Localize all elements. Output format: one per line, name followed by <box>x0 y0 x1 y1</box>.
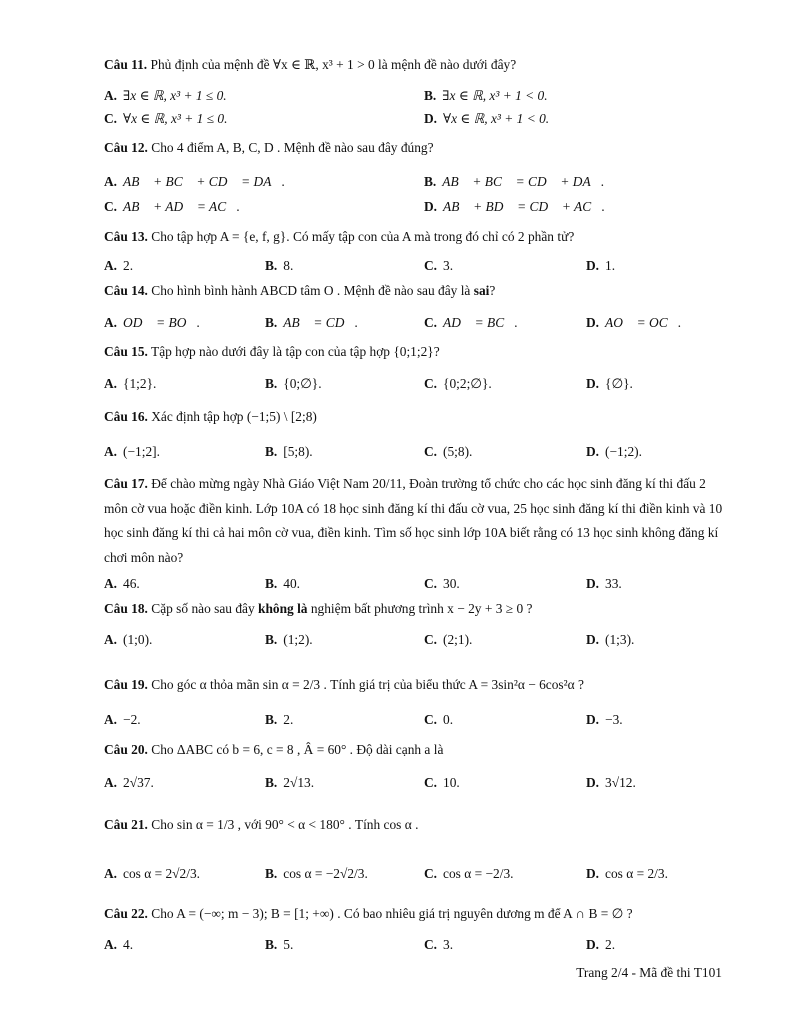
question-11: Câu 11. Phủ định của mệnh đề ∀x ∈ ℝ, x³ + 1 > 0 là mệnh đề nào dưới đây? <box>104 57 517 72</box>
q22-option-b: B. 5. <box>265 937 294 952</box>
q12-option-a: A. AB⃗ + BC⃗ + CD⃗ = DA⃗. <box>104 174 286 189</box>
question-17: Câu 17. Để chào mừng ngày Nhà Giáo Việt Nam 20/11, Đoàn trường tổ chức cho các học sinh đăng kí thi đấu 2 môn cờ vua hoặc điền kinh. Lớp 10A có 18 học sinh đăng kí thi đấu cờ vua, 25 học sinh đăng kí thi điền kinh và 10 học sinh đăng kí thi cả hai môn cờ vua, điền kinh. Tìm số học sinh lớp 10A biết rằng có 13 học sinh không đăng kí chơi môn nào? <box>104 476 723 565</box>
q13-option-b: B. 8. <box>265 258 294 273</box>
question-13: Câu 13. Cho tập hợp A = {e, f, g}. Có mấy tập con của A mà trong đó chỉ có 2 phần tử? <box>104 229 575 244</box>
q17-option-c: C. 30. <box>424 576 460 591</box>
q18-option-a: A. (1;0). <box>104 632 153 647</box>
q17-option-a: A. 46. <box>104 576 140 591</box>
q16-option-c: C. (5;8). <box>424 444 473 459</box>
page-footer: Trang 2/4 - Mã đề thi T101 <box>576 965 722 980</box>
question-22: Câu 22. Cho A = (−∞; m − 3); B = [1; +∞) . Có bao nhiêu giá trị nguyên dương m để A ∩ B = ∅ ? <box>104 906 633 921</box>
q15-option-a: A. {1;2}. <box>104 376 157 391</box>
q19-option-b: B. 2. <box>265 712 294 727</box>
q19-option-d: D. −3. <box>586 712 623 727</box>
question-15: Câu 15. Tập hợp nào dưới đây là tập con của tập hợp {0;1;2}? <box>104 344 440 359</box>
question-21: Câu 21. Cho sin α = 1/3 , với 90° < α < 180° . Tính cos α . <box>104 817 419 832</box>
q21-option-c: C. cos α = −2/3. <box>424 866 514 881</box>
q22-option-c: C. 3. <box>424 937 454 952</box>
q14-option-c: C. AD⃗ = BC⃗. <box>424 315 518 330</box>
q13-option-d: D. 1. <box>586 258 616 273</box>
q19-option-c: C. 0. <box>424 712 454 727</box>
q11-option-a: A. ∃x ∈ ℝ, x³ + 1 ≤ 0. <box>104 88 227 103</box>
q14-option-b: B. AB⃗ = CD⃗. <box>265 315 359 330</box>
q11-option-d: D. ∀x ∈ ℝ, x³ + 1 < 0. <box>424 111 550 126</box>
q16-option-b: B. [5;8). <box>265 444 313 459</box>
q11-option-c: C. ∀x ∈ ℝ, x³ + 1 ≤ 0. <box>104 111 228 126</box>
q18-option-d: D. (1;3). <box>586 632 635 647</box>
q13-option-c: C. 3. <box>424 258 454 273</box>
q22-option-a: A. 4. <box>104 937 134 952</box>
q20-option-c: C. 10. <box>424 775 460 790</box>
q18-option-b: B. (1;2). <box>265 632 313 647</box>
q12-option-c: C. AB⃗ + AD⃗ = AC⃗. <box>104 199 240 214</box>
q15-option-d: D. {∅}. <box>586 376 633 391</box>
question-14: Câu 14. Cho hình bình hành ABCD tâm O . Mệnh đề nào sau đây là sai? <box>104 283 496 298</box>
q12-option-d: D. AB⃗ + BD⃗ = CD⃗ + AC⃗. <box>424 199 605 214</box>
q21-option-a: A. cos α = 2√2/3. <box>104 866 200 881</box>
q21-option-b: B. cos α = −2√2/3. <box>265 866 368 881</box>
q17-option-b: B. 40. <box>265 576 301 591</box>
q13-option-a: A. 2. <box>104 258 134 273</box>
q15-option-b: B. {0;∅}. <box>265 376 322 391</box>
q20-option-d: D. 3√12. <box>586 775 636 790</box>
q22-option-d: D. 2. <box>586 937 616 952</box>
q14-option-a: A. OD⃗ = BO⃗. <box>104 315 201 330</box>
q16-option-a: A. (−1;2]. <box>104 444 160 459</box>
q15-option-c: C. {0;2;∅}. <box>424 376 492 391</box>
question-16: Câu 16. Xác định tập hợp (−1;5) \ [2;8) <box>104 409 317 424</box>
question-20: Câu 20. Cho ΔABC có b = 6, c = 8 , Â = 60° . Độ dài cạnh a là <box>104 742 444 757</box>
q12-option-b: B. AB⃗ + BC⃗ = CD⃗ + DA⃗. <box>424 174 605 189</box>
q11-option-b: B. ∃x ∈ ℝ, x³ + 1 < 0. <box>424 88 548 103</box>
question-18: Câu 18. Cặp số nào sau đây không là nghiệm bất phương trình x − 2y + 3 ≥ 0 ? <box>104 601 533 616</box>
q20-option-b: B. 2√13. <box>265 775 315 790</box>
q19-option-a: A. −2. <box>104 712 141 727</box>
q17-option-d: D. 33. <box>586 576 622 591</box>
q14-option-d: D. AO⃗ = OC⃗. <box>586 315 682 330</box>
q18-option-c: C. (2;1). <box>424 632 473 647</box>
question-19: Câu 19. Cho góc α thỏa mãn sin α = 2/3 . Tính giá trị của biểu thức A = 3sin²α − 6cos²α ? <box>104 677 584 692</box>
question-12: Câu 12. Cho 4 điểm A, B, C, D . Mệnh đề nào sau đây đúng? <box>104 140 434 155</box>
q21-option-d: D. cos α = 2/3. <box>586 866 668 881</box>
q16-option-d: D. (−1;2). <box>586 444 642 459</box>
q20-option-a: A. 2√37. <box>104 775 154 790</box>
